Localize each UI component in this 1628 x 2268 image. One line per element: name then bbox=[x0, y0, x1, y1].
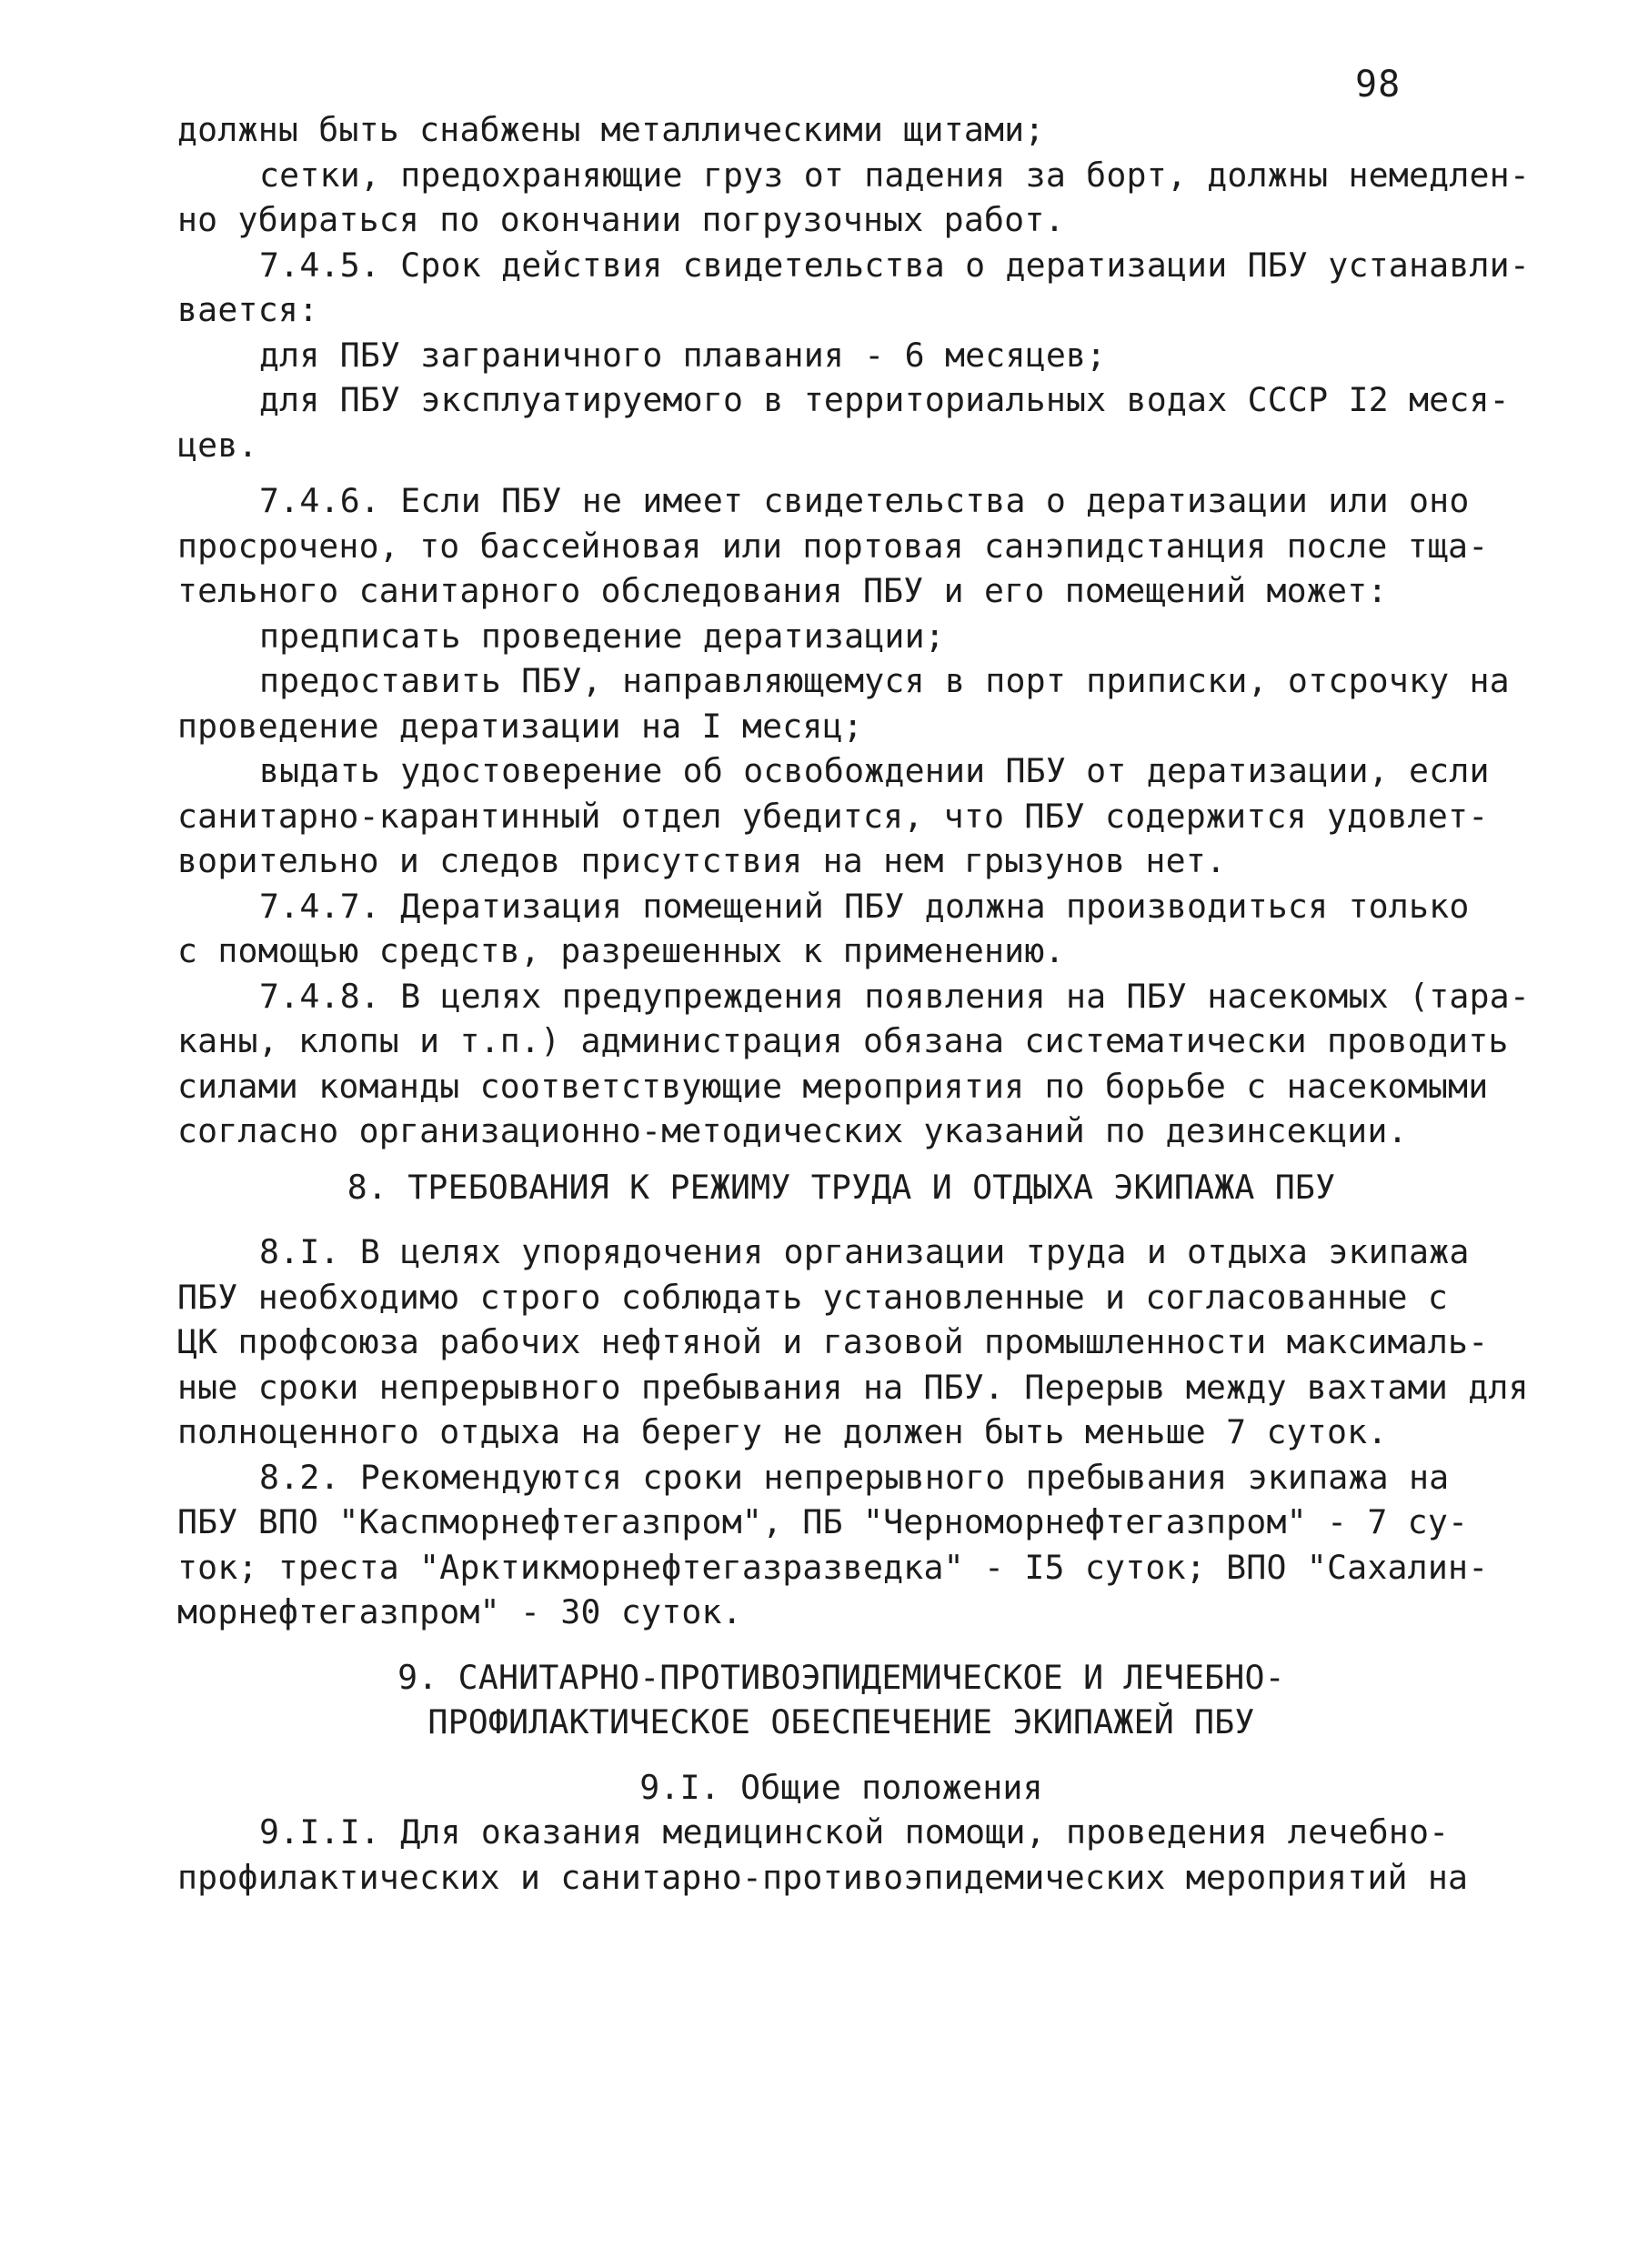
text-line: каны, клопы и т.п.) администрация обязана систематически проводить bbox=[177, 1021, 1509, 1060]
text-line: ток; треста "Арктикморнефтегазразведка" - I5 суток; ВПО "Сахалин- bbox=[177, 1547, 1489, 1587]
text-line: согласно организационно-методических указаний по дезинсекции. bbox=[177, 1111, 1408, 1150]
text-line: 7.4.8. В целях предупреждения появления на ПБУ насекомых (тара- bbox=[259, 976, 1531, 1016]
text-line: должны быть снабжены металлическими щитами; bbox=[177, 110, 1045, 149]
text-line: просрочено, то бассейновая или портовая санэпидстанция после тща- bbox=[177, 526, 1489, 566]
text-line: предписать проведение дератизации; bbox=[259, 616, 945, 656]
text-line: выдать удостоверение об освобождении ПБУ от дератизации, если bbox=[259, 751, 1490, 790]
page-number: 98 bbox=[1355, 64, 1402, 105]
text-line: предоставить ПБУ, направляющемуся в порт приписки, отсрочку на bbox=[259, 661, 1510, 700]
text-line: цев. bbox=[177, 425, 258, 465]
text-line: ПБУ ВПО "Каспморнефтегазпром", ПБ "Черноморнефтегазпром" - 7 су- bbox=[177, 1502, 1469, 1541]
text-line: с помощью средств, разрешенных к применению. bbox=[177, 931, 1065, 970]
text-line: профилактических и санитарно-противоэпидемических мероприятий на bbox=[177, 1857, 1469, 1897]
text-line: 8.I. В целях упорядочения организации труда и отдыха экипажа bbox=[259, 1232, 1470, 1271]
text-line: морнефтегазпром" - 30 суток. bbox=[177, 1592, 742, 1631]
text-line: 7.4.7. Дератизация помещений ПБУ должна производиться только bbox=[259, 886, 1470, 926]
text-line: но убираться по окончании погрузочных работ. bbox=[177, 200, 1065, 239]
text-line: 8.2. Рекомендуются сроки непрерывного пребывания экипажа на bbox=[259, 1457, 1450, 1497]
text-line: ЦК профсоюза рабочих нефтяной и газовой промышленности максималь- bbox=[177, 1322, 1489, 1361]
text-line: для ПБУ эксплуатируемого в территориальных водах СССР I2 меся- bbox=[259, 380, 1510, 419]
text-line: для ПБУ заграничного плавания - 6 месяцев; bbox=[259, 335, 1107, 375]
text-line: 9.I.I. Для оказания медицинской помощи, проведения лечебно- bbox=[259, 1812, 1450, 1852]
text-line: ворительно и следов присутствия на нем грызунов нет. bbox=[177, 841, 1227, 880]
text-line: ПБУ необходимо строго соблюдать установленные и согласованные с bbox=[177, 1277, 1449, 1317]
document-body bbox=[177, 107, 1531, 1900]
text-line: силами команды соответствующие мероприятия по борьбе с насекомыми bbox=[177, 1066, 1489, 1106]
text-line: вается: bbox=[177, 290, 319, 329]
text-line: тельного санитарного обследования ПБУ и его помещений может: bbox=[177, 571, 1388, 610]
text-line: 7.4.5. Срок действия свидетельства о дератизации ПБУ устанавли- bbox=[259, 245, 1531, 285]
text-line: ПРОФИЛАКТИЧЕСКОЕ ОБЕСПЕЧЕНИЕ ЭКИПАЖЕЙ ПБУ bbox=[427, 1702, 1255, 1741]
text-line: санитарно-карантинный отдел убедится, что ПБУ содержится удовлет- bbox=[177, 796, 1489, 836]
text-line: сетки, предохраняющие груз от падения за борт, должны немедлен- bbox=[259, 155, 1531, 195]
text-line: 7.4.6. Если ПБУ не имеет свидетельства о дератизации или оно bbox=[259, 481, 1470, 520]
text-line: полноценного отдыха на берегу не должен быть меньше 7 суток. bbox=[177, 1412, 1388, 1451]
text-line: ные сроки непрерывного пребывания на ПБУ. Перерыв между вахтами для bbox=[177, 1367, 1529, 1407]
text-line: проведение дератизации на I месяц; bbox=[177, 706, 863, 746]
text-line: 9.I. Общие положения bbox=[639, 1767, 1043, 1807]
text-line: 8. ТРЕБОВАНИЯ К РЕЖИМУ ТРУДА И ОТДЫХА ЭКИПАЖА ПБУ bbox=[347, 1167, 1336, 1207]
text-line: 9. САНИТАРНО-ПРОТИВОЭПИДЕМИЧЕСКОЕ И ЛЕЧЕБНО- bbox=[397, 1657, 1285, 1697]
